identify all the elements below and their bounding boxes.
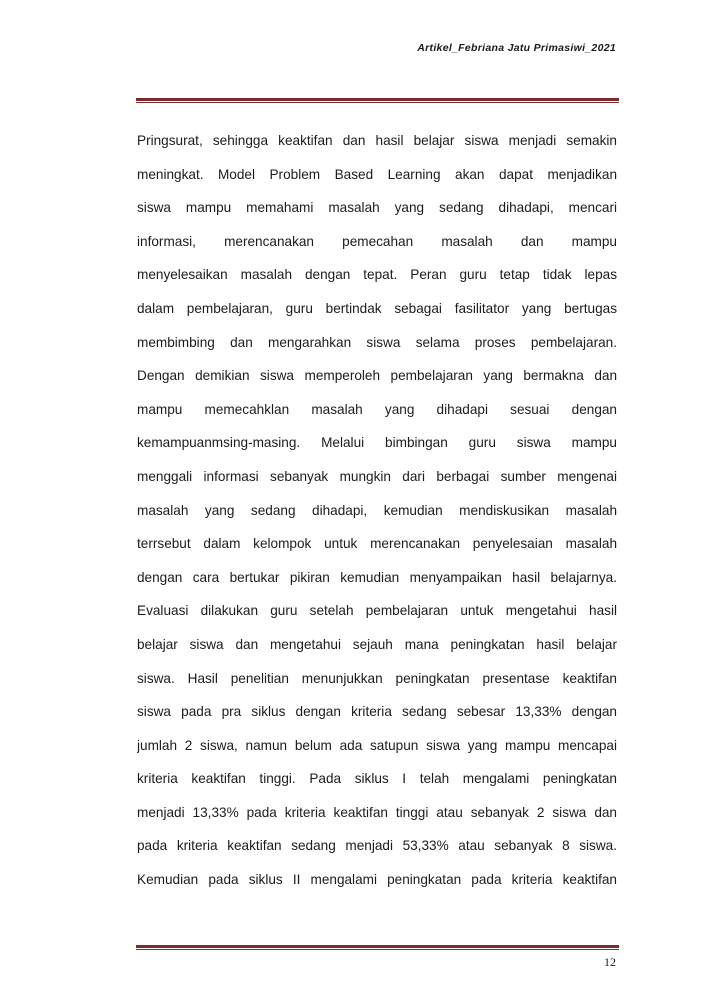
footer-rule-thick (136, 945, 619, 948)
text-line: menyelesaikan masalah dengan tepat. Peran guru tetap tidak lepas (137, 267, 617, 283)
text-line: meningkat. Model Problem Based Learning akan dapat menjadikan (137, 166, 617, 182)
text-line: Evaluasi dilakukan guru setelah pembelajaran untuk mengetahui hasil (137, 603, 617, 619)
footer-rule (136, 945, 619, 951)
text-line: dengan cara bertukar pikiran kemudian menyampaikan hasil belajarnya. (137, 569, 617, 585)
text-line: siswa mampu memahami masalah yang sedang dihadapi, mencari (137, 200, 617, 216)
text-line: membimbing dan mengarahkan siswa selama proses pembelajaran. (137, 334, 617, 350)
text-line: Dengan demikian siswa memperoleh pembelajaran yang bermakna dan (137, 368, 617, 384)
text-line: jumlah 2 siswa, namun belum ada satupun siswa yang mampu mencapai (137, 737, 617, 753)
running-header: Artikel_Febriana Jatu Primasiwi_2021 (417, 42, 616, 54)
text-line: masalah yang sedang dihadapi, kemudian mendiskusikan masalah (137, 502, 617, 518)
text-line: belajar siswa dan mengetahui sejauh mana peningkatan hasil belajar (137, 636, 617, 652)
footer-rule-thin (136, 949, 619, 950)
text-line: kriteria keaktifan tinggi. Pada siklus I telah mengalami peningkatan (137, 771, 617, 787)
body-paragraph (137, 124, 617, 897)
text-line: terrsebut dalam kelompok untuk merencanakan penyelesaian masalah (137, 536, 617, 552)
text-line: Pringsurat, sehingga keaktifan dan hasil belajar siswa menjadi semakin (137, 133, 617, 148)
text-line: pada kriteria keaktifan sedang menjadi 53,33% atau sebanyak 8 siswa. (137, 838, 617, 854)
page-number: 12 (604, 955, 616, 969)
header-rule (136, 98, 619, 104)
text-line: menjadi 13,33% pada kriteria keaktifan tinggi atau sebanyak 2 siswa dan (137, 804, 617, 820)
text-line: Kemudian pada siklus II mengalami peningkatan pada kriteria keaktifan (137, 872, 617, 888)
text-line: menggali informasi sebanyak mungkin dari berbagai sumber mengenai (137, 468, 617, 484)
text-line: kemampuanmsing-masing. Melalui bimbingan guru siswa mampu (137, 435, 617, 451)
text-line: dalam pembelajaran, guru bertindak sebagai fasilitator yang bertugas (137, 300, 617, 316)
text-line: siswa pada pra siklus dengan kriteria sedang sebesar 13,33% dengan (137, 704, 617, 720)
header-rule-thick (136, 98, 619, 101)
text-line: mampu memecahklan masalah yang dihadapi sesuai dengan (137, 401, 617, 417)
text-line: informasi, merencanakan pemecahan masalah dan mampu (137, 233, 617, 249)
text-line: siswa. Hasil penelitian menunjukkan peningkatan presentase keaktifan (137, 670, 617, 686)
header-rule-thin (136, 102, 619, 103)
